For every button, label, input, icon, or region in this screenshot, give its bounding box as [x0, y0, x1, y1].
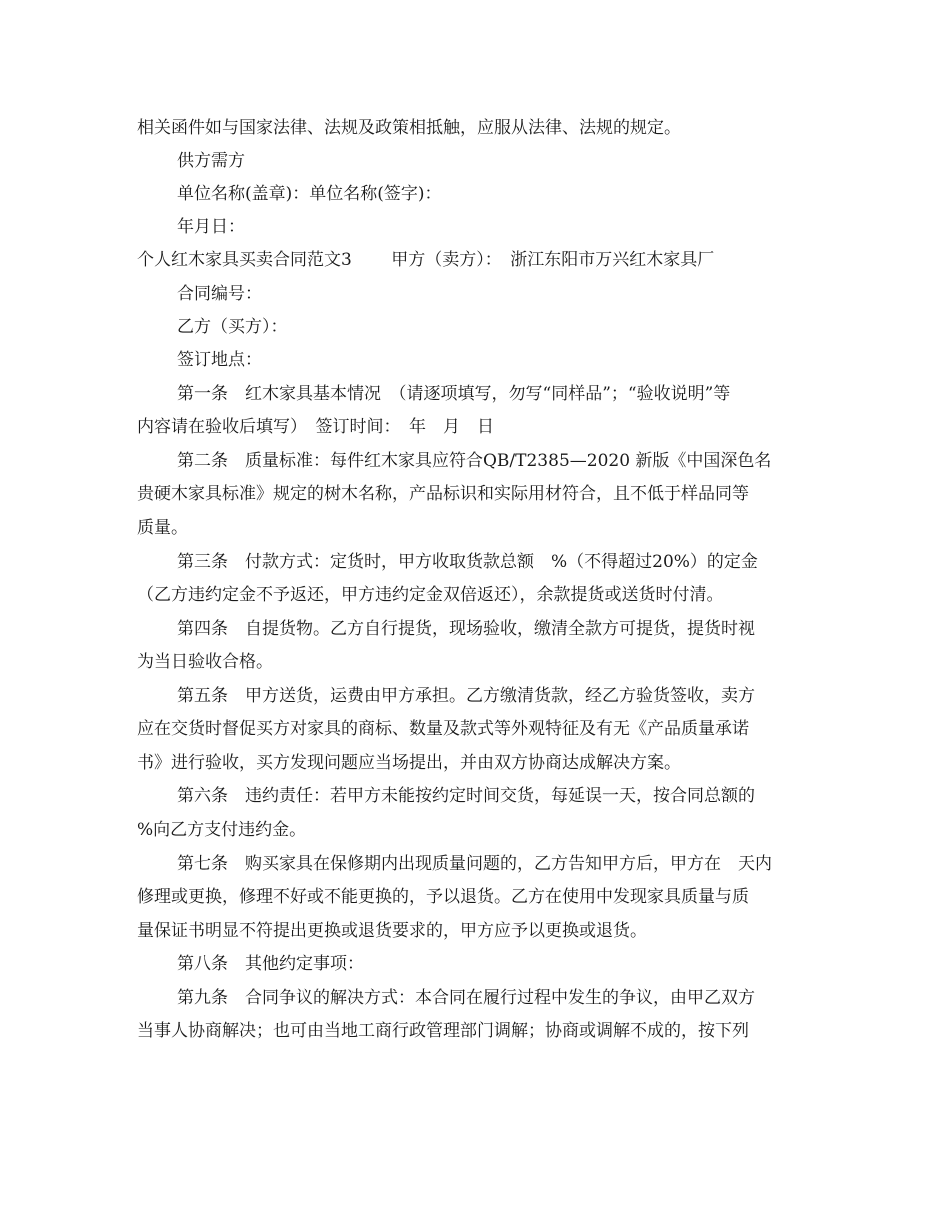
text-line-12: 贵硬木家具标准》规定的树木名称，产品标识和实际用材符合，且不低于样品同等 — [137, 484, 749, 504]
text-line-25: 量保证书明显不符提出更换或退货要求的，甲方应予以更换或退货。 — [137, 921, 647, 941]
text-line-6: 合同编号： — [177, 284, 262, 304]
text-line-17: 为当日验收合格。 — [137, 652, 273, 672]
text-line-1: 相关函件如与国家法律、法规及政策相抵触，应服从法律、法规的规定。 — [137, 118, 681, 138]
text-line-23: 第七条 购买家具在保修期内出现质量问题的，乙方告知甲方后，甲方在 天内 — [177, 854, 772, 874]
text-line-18: 第五条 甲方送货，运费由甲方承担。乙方缴清货款，经乙方验货签收，卖方 — [177, 686, 755, 706]
text-line-27: 第九条 合同争议的解决方式：本合同在履行过程中发生的争议，由甲乙双方 — [177, 988, 755, 1008]
text-line-7: 乙方（买方）： — [177, 317, 288, 337]
text-line-20: 书》进行验收，买方发现问题应当场提出，并由双方协商达成解决方案。 — [137, 753, 681, 773]
text-line-5: 个人红木家具买卖合同范文3 甲方（卖方）： 浙江东阳市万兴红木家具厂 — [137, 250, 715, 270]
text-line-4: 年月日： — [177, 217, 245, 237]
text-line-24: 修理或更换，修理不好或不能更换的，予以退货。乙方在使用中发现家具质量与质 — [137, 887, 749, 907]
text-line-16: 第四条 自提货物。乙方自行提货，现场验收，缴清全款方可提货，提货时视 — [177, 619, 755, 639]
text-line-28: 当事人协商解决；也可由当地工商行政管理部门调解；协商或调解不成的，按下列 — [137, 1021, 749, 1041]
text-line-26: 第八条 其他约定事项： — [177, 954, 364, 974]
text-line-11: 第二条 质量标准：每件红木家具应符合QB/T2385—2020 新版《中国深色名 — [177, 451, 772, 471]
text-line-15: （乙方违约定金不予返还，甲方违约定金双倍返还），余款提货或送货时付清。 — [137, 585, 724, 605]
text-line-14: 第三条 付款方式：定货时，甲方收取货款总额 %（不得超过20%）的定金 — [177, 552, 758, 572]
text-line-2: 供方需方 — [177, 151, 245, 171]
text-line-21: 第六条 违约责任：若甲方未能按约定时间交货，每延误一天，按合同总额的 — [177, 786, 755, 806]
text-line-13: 质量。 — [137, 518, 188, 538]
text-line-10: 内容请在验收后填写） 签订时间： 年 月 日 — [137, 417, 494, 437]
text-line-8: 签订地点： — [177, 350, 262, 370]
text-line-3: 单位名称(盖章)：单位名称(签字)： — [177, 184, 442, 204]
text-line-9: 第一条 红木家具基本情况 （请逐项填写，勿写“同样品”；“验收说明”等 — [177, 384, 731, 404]
text-line-19: 应在交货时督促买方对家具的商标、数量及款式等外观特征及有无《产品质量承诺 — [137, 719, 749, 739]
text-line-22: %向乙方支付违约金。 — [137, 820, 307, 840]
